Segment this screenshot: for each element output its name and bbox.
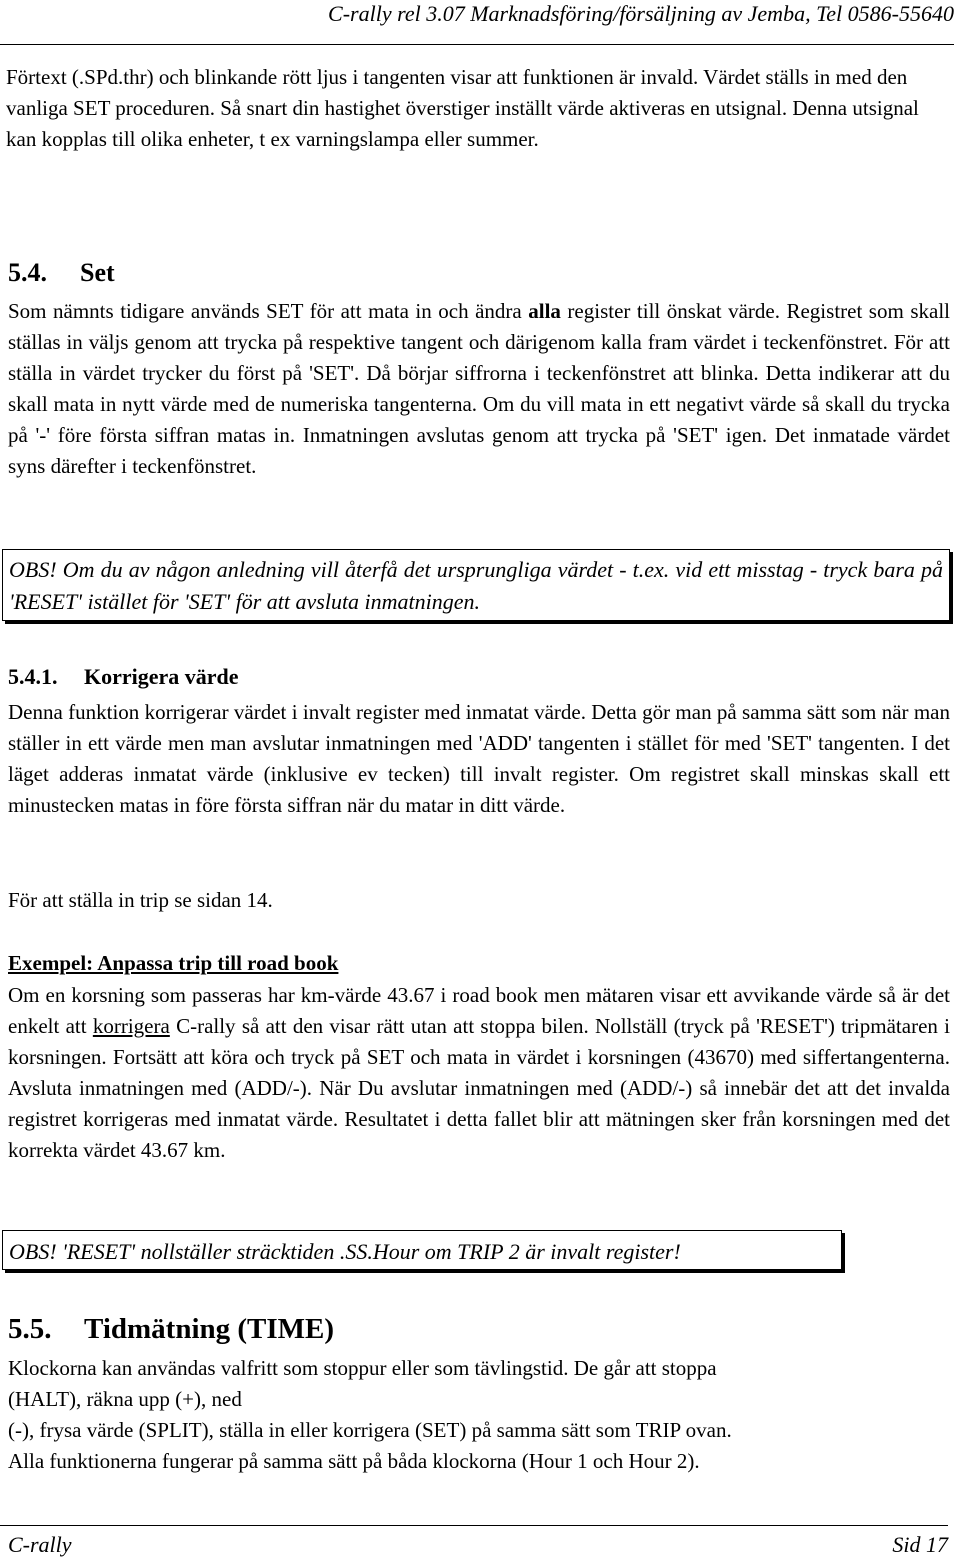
page-footer <box>0 1525 948 1562</box>
section-heading-set <box>8 258 115 288</box>
korrigera-paragraph: Denna funktion korrigerar värdet i invalt register med inmatat värde. Detta gör man på samma sätt som när man ställer in ett värde men man avslutar inmatningen med 'ADD' tangenten i stället för med 'SET' tangenten. I det läget adderas inmatat värde (inklusive ev tecken) till invalt register. Om registret skall minskas skall ett minustecken matas in före första siffran när du matar in ditt värde. <box>8 700 950 817</box>
footer-product: C-rally <box>8 1532 72 1557</box>
obs-note-box <box>2 549 950 621</box>
reset-warning-text: OBS! 'RESET' nollställer sträcktiden .SS.Hour om TRIP 2 är invalt register! <box>9 1239 681 1264</box>
reset-warning-box <box>2 1230 842 1270</box>
page-header <box>0 0 954 45</box>
section-number: 5.4.1. <box>8 664 58 689</box>
intro-paragraph: Förtext (.SPd.thr) och blinkande rött ljus i tangenten visar att funktionen är invald. Värdet ställs in med den vanliga SET proceduren. Så snart din hastighet överstiger inställt värde aktiveras en utsignal. Denna utsignal kan kopplas till olika enheter, t ex varningslampa eller summer. <box>6 65 919 151</box>
time-paragraph: Klockorna kan användas valfritt som stoppur eller som tävlingstid. De går att stoppa (HALT), räkna upp (+), ned (-), frysa värde (SPLIT), ställa in eller korrigera (SET) på samma sätt som TRIP ovan. Alla funktionerna fungerar på samma sätt på båda klockorna (Hour 1 och Hour 2). <box>8 1356 732 1473</box>
section-heading-time <box>8 1313 334 1346</box>
korrigera-link[interactable]: korrigera <box>92 1014 170 1038</box>
section-title: Tidmätning (TIME) <box>84 1313 335 1345</box>
emphasis-alla: alla <box>528 299 561 323</box>
example-heading: Exempel: Anpassa trip till road book <box>8 951 339 975</box>
example-paragraph: Om en korsning som passeras har km-värde 43.67 i road book men mätaren visar ett avvikande värde så är det enkelt att korrigera C-rally så att den visar rätt utan att stoppa bilen. Nollställ (tryck på 'RESET') tripmätaren i korsningen. Fortsätt att köra och tryck på SET och mata in värdet i korsningen (43670) med siffertangenterna. Avsluta inmatningen med (ADD/-). När Du avslutar inmatningen med (ADD/-) så innebär det att det invalda registret korrigeras med inmatat värde. Resultatet i detta fallet blir att mätningen sker från korsningen med det korrekta värdet 43.67 km. <box>8 983 950 1162</box>
section-heading-korrigera <box>8 664 239 690</box>
obs-note-text: OBS! Om du av någon anledning vill återfå det ursprungliga värdet - t.ex. vid ett misstag - tryck bara på 'RESET' istället för 'SET' för att avsluta inmatningen. <box>9 557 943 614</box>
set-paragraph: Som nämnts tidigare används SET för att mata in och ändra alla register till önskat värde. Registret som skall ställas in väljs genom att trycka på respektive tangent och därigenom kalla fram värdet i teckenfönstret. För att ställa in värdet trycker du först på 'SET'. Då börjar siffrorna i teckenfönstret att blinka. Detta indikerar att du skall mata in nytt värde med de numeriska tangenterna. Om du vill mata in ett negativt värde så skall du trycka på '-' före första siffran matas in. Inmatningen avslutas genom att trycka på 'SET' igen. Det inmatade värdet syns därefter i teckenfönstret. <box>8 299 950 478</box>
section-number: 5.5. <box>8 1313 52 1345</box>
page-number: Sid 17 <box>892 1532 948 1557</box>
section-title: Set <box>80 258 115 287</box>
section-title: Korrigera värde <box>84 664 239 689</box>
header-text: C-rally rel 3.07 Marknadsföring/försäljning av Jemba, Tel 0586-55640 <box>328 1 954 26</box>
trip-reference: För att ställa in trip se sidan 14. <box>8 888 273 912</box>
section-number: 5.4. <box>8 258 47 287</box>
